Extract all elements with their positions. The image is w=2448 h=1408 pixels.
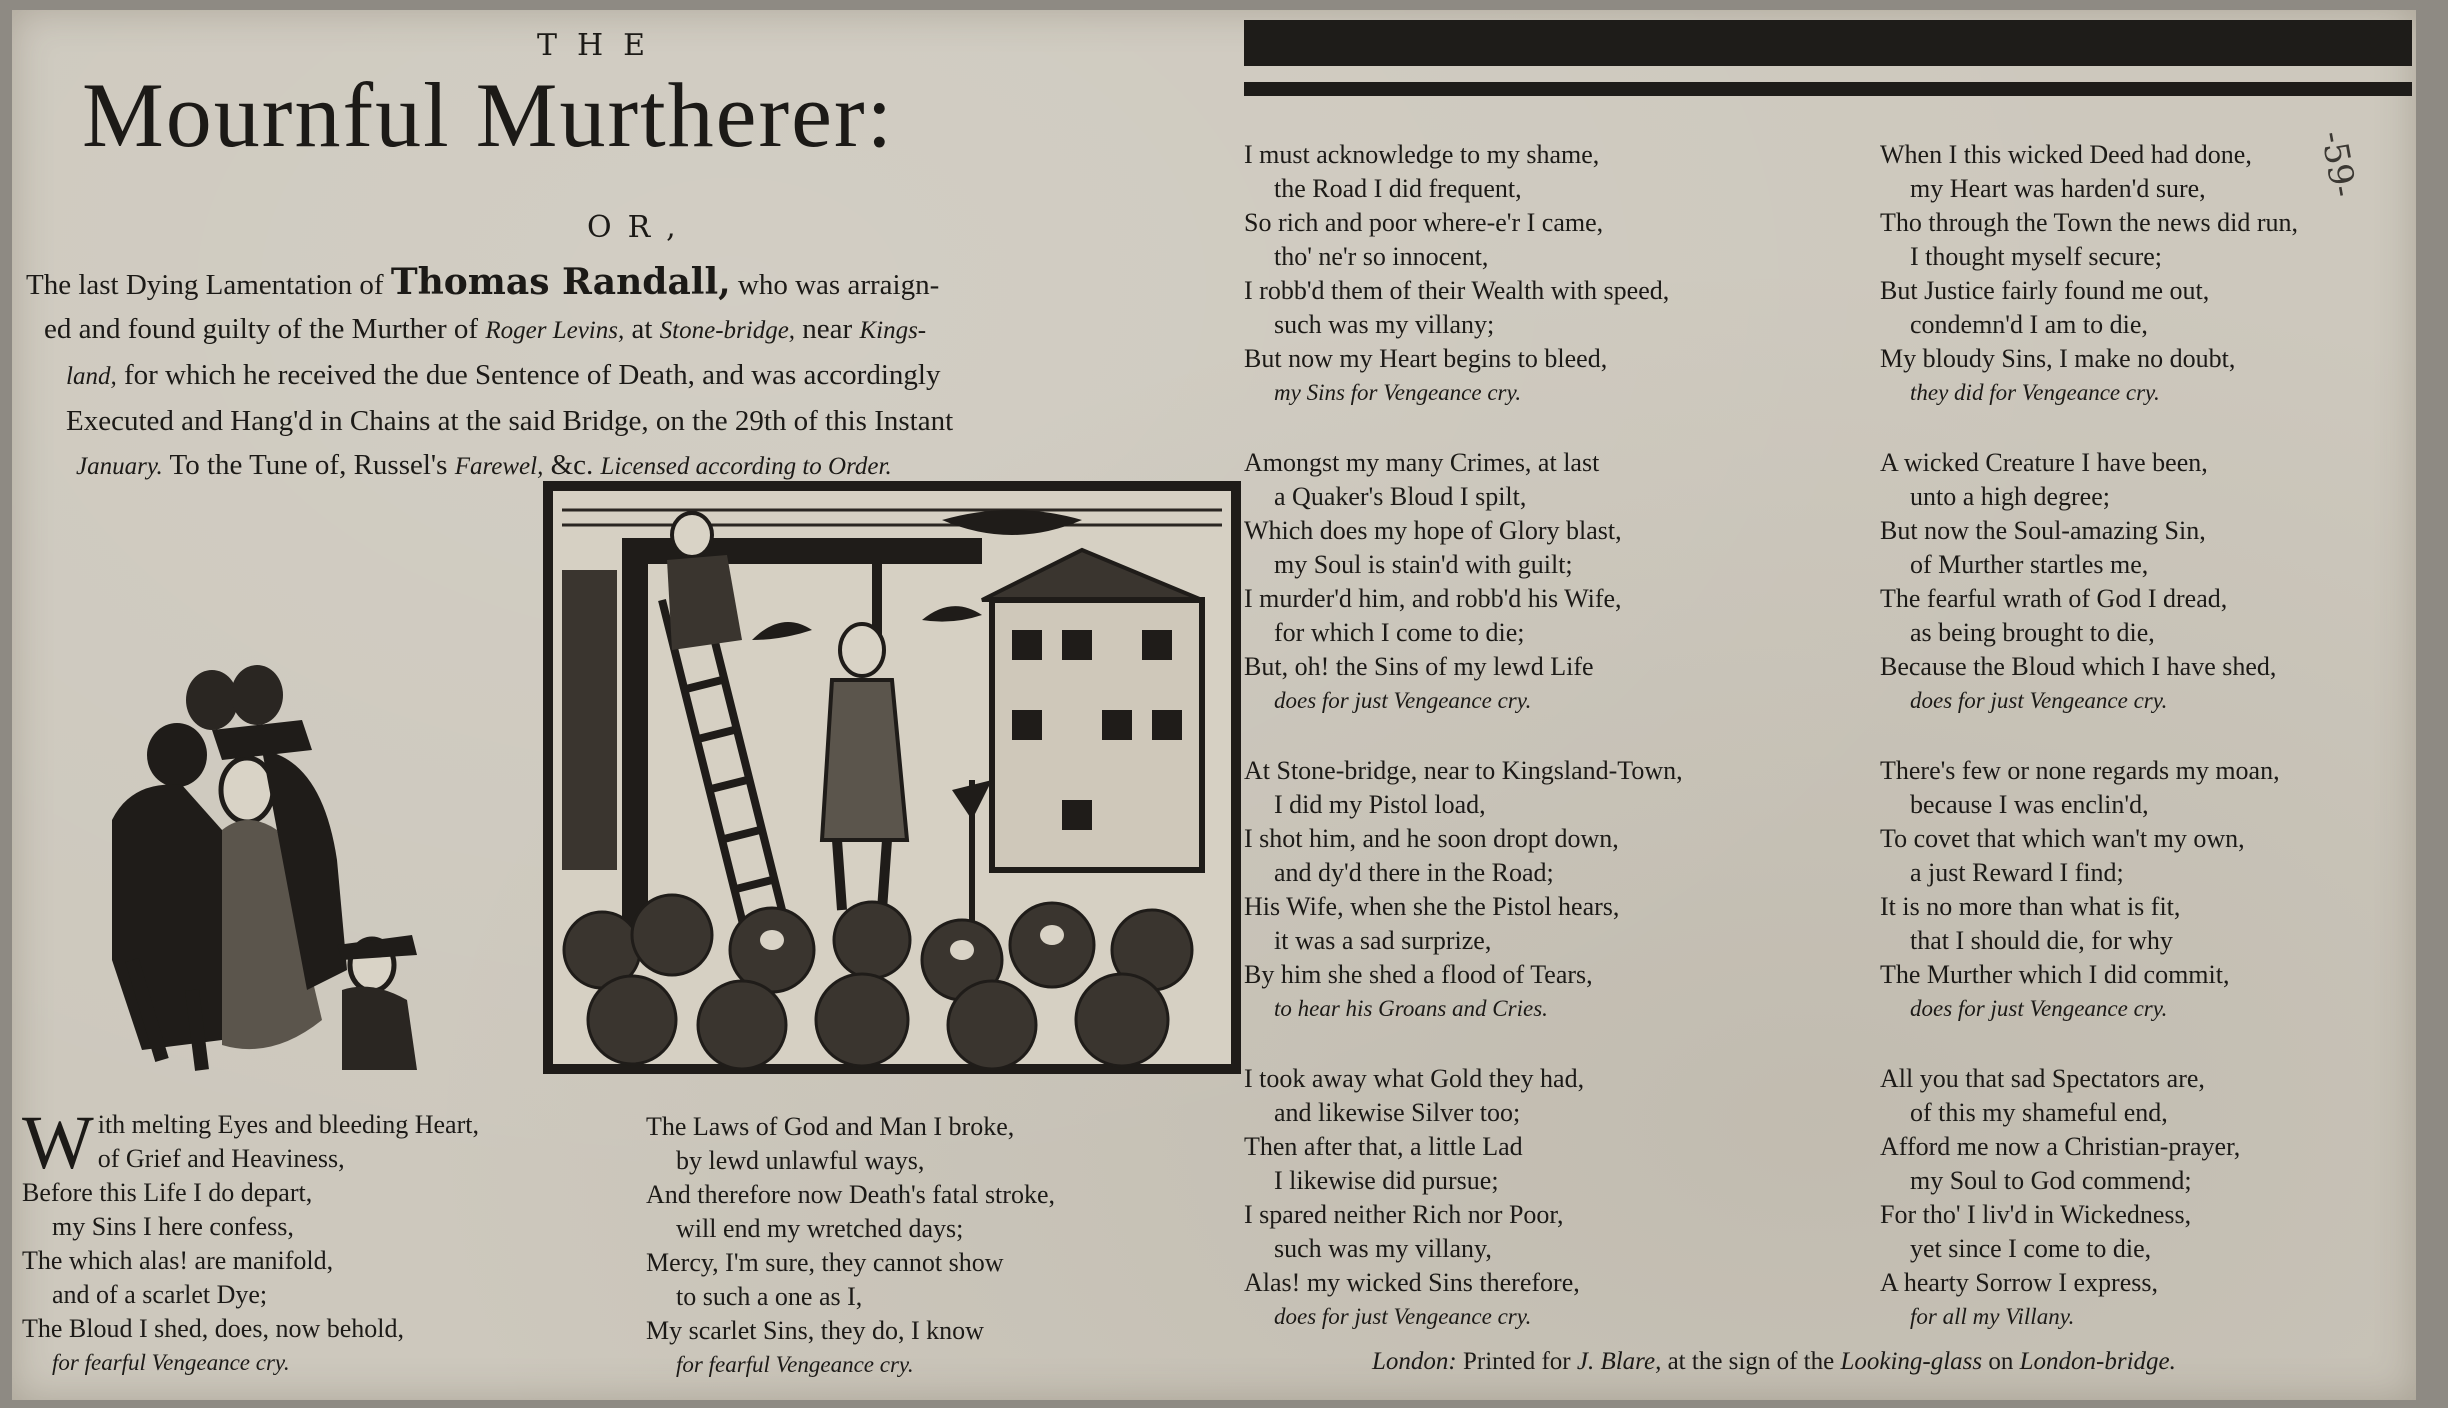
verse-line: The Murther which I did commit,	[1880, 960, 2230, 989]
subtitle-text: The last Dying Lamentation of	[26, 269, 391, 301]
verse-line: Which does my hope of Glory blast,	[1244, 516, 1622, 545]
verse-line: Because the Bloud which I have shed,	[1880, 652, 2277, 681]
verse-line: Amongst my many Crimes, at last	[1244, 448, 1600, 477]
verse-line: my Soul is stain'd with guilt;	[1274, 550, 1573, 579]
woodcut-figures-image	[72, 660, 432, 1080]
imprint-line	[1372, 1348, 2176, 1376]
verse-line: I likewise did pursue;	[1274, 1166, 1499, 1195]
imprint-italic: London:	[1372, 1348, 1457, 1375]
subtitle-text: near	[795, 313, 860, 345]
stanza	[1244, 1062, 1683, 1334]
imprint-italic: Looking-glass	[1840, 1348, 1983, 1375]
verse-refrain: for fearful Vengeance cry.	[676, 1352, 914, 1377]
verse-line: the Road I did frequent,	[1274, 174, 1522, 203]
stanza	[1880, 138, 2298, 410]
subtitle-italic: Farewel,	[454, 453, 544, 480]
verse-line: and of a scarlet Dye;	[52, 1280, 268, 1309]
verse-line: unto a high degree;	[1910, 482, 2110, 511]
verse-line: When I this wicked Deed had done,	[1880, 140, 2252, 169]
verse-line: a just Reward I find;	[1910, 858, 2124, 887]
verse-line: I did my Pistol load,	[1274, 790, 1486, 819]
verse-line: His Wife, when she the Pistol hears,	[1244, 892, 1620, 921]
subtitle-text: Executed and Hang'd in Chains at the said Bridge, on the 29th of this Instant	[66, 405, 954, 437]
verse-refrain: for all my Villany.	[1910, 1304, 2075, 1329]
stanza	[1244, 446, 1683, 718]
verse-refrain: for fearful Vengeance cry.	[52, 1350, 290, 1375]
verse-line: I spared neither Rich nor Poor,	[1244, 1200, 1564, 1229]
verse-line: For tho' I liv'd in Wickedness,	[1880, 1200, 2192, 1229]
verse-line: A wicked Creature I have been,	[1880, 448, 2208, 477]
verse-line: To covet that which wan't my own,	[1880, 824, 2245, 853]
stanza	[1880, 1062, 2298, 1334]
subtitle-block	[26, 260, 1256, 489]
verse-line: it was a sad surprize,	[1274, 926, 1492, 955]
verse-line: because I was enclin'd,	[1910, 790, 2149, 819]
stanza	[1244, 754, 1683, 1026]
shelfmark-annotation: -59-	[2312, 128, 2364, 201]
verse-line: that I should die, for why	[1910, 926, 2173, 955]
subtitle-text: &c.	[543, 449, 601, 481]
verse-line: and likewise Silver too;	[1274, 1098, 1521, 1127]
verse-line: Alas! my wicked Sins therefore,	[1244, 1268, 1580, 1297]
verse-line: to such a one as I,	[676, 1282, 863, 1311]
verse-line: Mercy, I'm sure, they cannot show	[646, 1248, 1004, 1277]
verse-refrain: does for just Vengeance cry.	[1274, 1304, 1532, 1329]
title-or: OR,	[587, 210, 692, 245]
verse-line: my Sins I here confess,	[52, 1212, 294, 1241]
verse-line: And therefore now Death's fatal stroke,	[646, 1180, 1055, 1209]
verse-refrain: does for just Vengeance cry.	[1910, 688, 2168, 713]
verse-line: At Stone-bridge, near to Kingsland-Town,	[1244, 756, 1683, 785]
verse-line: I murder'd him, and robb'd his Wife,	[1244, 584, 1622, 613]
subtitle-text: who was arraign-	[730, 269, 940, 301]
verse-line: Afford me now a Christian-prayer,	[1880, 1132, 2241, 1161]
subtitle-italic: Roger Levins,	[485, 317, 625, 344]
imprint-italic: London-bridge.	[2019, 1348, 2176, 1375]
verse-line: All you that sad Spectators are,	[1880, 1064, 2205, 1093]
title-the: THE	[537, 28, 666, 63]
verse-line: of this my shameful end,	[1910, 1098, 2168, 1127]
broadside-sheet	[12, 10, 2416, 1400]
verse-refrain: does for just Vengeance cry.	[1274, 688, 1532, 713]
verse-line: will end my wretched days;	[676, 1214, 964, 1243]
verse-line: The which alas! are manifold,	[22, 1246, 334, 1275]
verse-line: such was my villany;	[1274, 310, 1495, 339]
verse-line: such was my villany,	[1274, 1234, 1492, 1263]
subtitle-italic: Stone-bridge,	[659, 317, 796, 344]
verse-line: But now the Soul-amazing Sin,	[1880, 516, 2206, 545]
drop-cap: W	[22, 1101, 94, 1185]
woodcut-execution-image	[542, 480, 1242, 1075]
verse-line: by lewd unlawful ways,	[676, 1146, 925, 1175]
imprint-text: Printed for	[1456, 1348, 1577, 1375]
verse-line: It is no more than what is fit,	[1880, 892, 2181, 921]
verse-line: My scarlet Sins, they do, I know	[646, 1316, 984, 1345]
verse-refrain: does for just Vengeance cry.	[1910, 996, 2168, 1021]
verse-line: my Heart was harden'd sure,	[1910, 174, 2206, 203]
verse-line: Before this Life I do depart,	[22, 1178, 313, 1207]
subtitle-text: To the Tune of, Russel's	[162, 449, 455, 481]
verse-refrain: to hear his Groans and Cries.	[1274, 996, 1548, 1021]
verse-refrain: they did for Vengeance cry.	[1910, 380, 2160, 405]
verse-line: There's few or none regards my moan,	[1880, 756, 2280, 785]
verse-line: So rich and poor where-e'r I came,	[1244, 208, 1604, 237]
stanza	[1880, 446, 2298, 718]
verse-line: A hearty Sorrow I express,	[1880, 1268, 2158, 1297]
verse-line: as being brought to die,	[1910, 618, 2155, 647]
subtitle-italic: Kings-	[859, 317, 927, 344]
subtitle-italic: land,	[66, 363, 117, 390]
verse-line: and dy'd there in the Road;	[1274, 858, 1554, 887]
subtitle-italic: January.	[76, 453, 163, 480]
verse-column-3	[1244, 138, 1683, 1334]
verse-line: condemn'd I am to die,	[1910, 310, 2148, 339]
subtitle-italic: Licensed according to Order.	[600, 453, 892, 480]
verse-line: The Laws of God and Man I broke,	[646, 1112, 1015, 1141]
verse-line: By him she shed a flood of Tears,	[1244, 960, 1593, 989]
verse-line: The fearful wrath of God I dread,	[1880, 584, 2228, 613]
verse-line: for which I come to die;	[1274, 618, 1525, 647]
subtitle-name: Thomas Randall,	[390, 261, 731, 303]
imprint-text: at the sign of the	[1661, 1348, 1841, 1375]
verse-line: I thought myself secure;	[1910, 242, 2162, 271]
verse-line: of Murther startles me,	[1910, 550, 2149, 579]
header-rule-thick	[1244, 20, 2412, 66]
verse-column-2	[646, 1110, 1055, 1382]
verse-line: Tho through the Town the news did run,	[1880, 208, 2298, 237]
verse-column-4	[1880, 138, 2298, 1334]
verse-line: But Justice fairly found me out,	[1880, 276, 2210, 305]
stanza	[1880, 754, 2298, 1026]
verse-line: I shot him, and he soon dropt down,	[1244, 824, 1619, 853]
verse-line: a Quaker's Bloud I spilt,	[1274, 482, 1527, 511]
verse-line: ith melting Eyes and bleeding Heart,	[97, 1110, 479, 1139]
verse-line: my Soul to God commend;	[1910, 1166, 2192, 1195]
verse-line: Then after that, a little Lad	[1244, 1132, 1523, 1161]
verse-line: tho' ne'r so innocent,	[1274, 242, 1489, 271]
verse-line: yet since I come to die,	[1910, 1234, 2152, 1263]
verse-line: But, oh! the Sins of my lewd Life	[1244, 652, 1594, 681]
verse-line: I took away what Gold they had,	[1244, 1064, 1585, 1093]
verse-line: I must acknowledge to my shame,	[1244, 140, 1600, 169]
stanza	[1244, 138, 1683, 410]
verse-column-1	[22, 1101, 479, 1380]
subtitle-text: for which he received the due Sentence of Death, and was accordingly	[116, 359, 941, 391]
verse-line: The Bloud I shed, does, now behold,	[22, 1314, 405, 1343]
verse-line: But now my Heart begins to bleed,	[1244, 344, 1608, 373]
imprint-italic: J. Blare,	[1576, 1348, 1662, 1375]
main-title: Mournful Murtherer:	[82, 64, 895, 166]
imprint-text: on	[1982, 1348, 2020, 1375]
verse-line: I robb'd them of their Wealth with speed,	[1244, 276, 1670, 305]
header-rule-thin	[1244, 82, 2412, 96]
verse-line: My bloudy Sins, I make no doubt,	[1880, 344, 2236, 373]
subtitle-text: ed and found guilty of the Murther of	[44, 313, 486, 345]
verse-line: of Grief and Heaviness,	[97, 1144, 345, 1173]
verse-refrain: my Sins for Vengeance cry.	[1274, 380, 1522, 405]
subtitle-text: at	[624, 313, 660, 345]
